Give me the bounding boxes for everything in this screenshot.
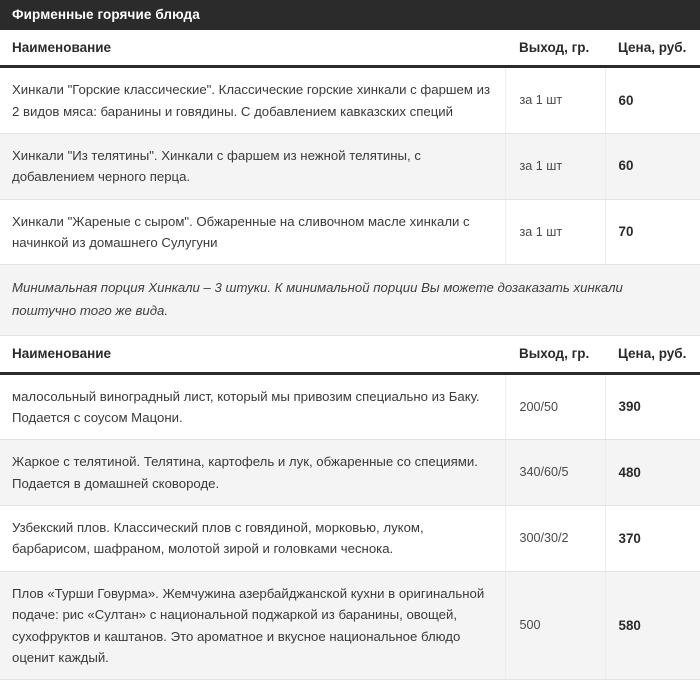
hinkali-table bbox=[0, 30, 700, 336]
hinkali-table-head bbox=[0, 30, 700, 67]
portion-note-row bbox=[0, 265, 700, 336]
column-header-name: Наименование bbox=[0, 30, 505, 67]
dish-weight: за 1 шт bbox=[505, 67, 605, 134]
column-header-price: Цена, руб. bbox=[605, 336, 700, 373]
dish-price: 70 bbox=[605, 199, 700, 265]
section-title: Фирменные горячие блюда bbox=[12, 7, 200, 23]
table-row[interactable] bbox=[0, 133, 700, 199]
dish-name: Хинкали "Жареные с сыром". Обжаренные на сливочном масле хинкали с начинкой из домашнего Сулугуни bbox=[0, 199, 505, 265]
table-row[interactable] bbox=[0, 571, 700, 680]
main-dishes-table-head bbox=[0, 336, 700, 373]
portion-note-text: Минимальная порция Хинкали – 3 штуки. К минимальной порции Вы можете дозаказать хинкали поштучно того же вида. bbox=[0, 265, 700, 336]
dish-weight: за 1 шт bbox=[505, 133, 605, 199]
column-header-weight: Выход, гр. bbox=[505, 30, 605, 67]
column-header-name: Наименование bbox=[0, 336, 505, 373]
table-header-row bbox=[0, 336, 700, 373]
dish-weight: 500 bbox=[505, 571, 605, 680]
dish-weight: 200/50 bbox=[505, 373, 605, 440]
dish-name: малосольный виноградный лист, который мы привозим специально из Баку. Подается с соусом Мацони. bbox=[0, 373, 505, 440]
dish-price: 370 bbox=[605, 506, 700, 572]
dish-name: Узбекский плов. Классический плов с говядиной, морковью, луком, барбарисом, шафраном, молотой зирой и головками чеснока. bbox=[0, 506, 505, 572]
dish-name: Жаркое с телятиной. Телятина, картофель и лук, обжаренные со специями. Подается в домашней сковороде. bbox=[0, 440, 505, 506]
table-row[interactable] bbox=[0, 199, 700, 265]
dish-weight: 300/30/2 bbox=[505, 506, 605, 572]
section-title-bar bbox=[0, 0, 700, 30]
dish-price: 390 bbox=[605, 373, 700, 440]
table-header-row bbox=[0, 30, 700, 67]
dish-name: Плов «Турши Говурма». Жемчужина азербайджанской кухни в оригинальной подаче: рис «Султан» с национальной поджаркой из баранины, овощей, сухофруктов и каштанов. Это ароматное и вкусное национальное блюдо оценит каждый. bbox=[0, 571, 505, 680]
dish-weight: за 1 шт bbox=[505, 199, 605, 265]
column-header-price: Цена, руб. bbox=[605, 30, 700, 67]
dish-price: 60 bbox=[605, 67, 700, 134]
hinkali-table-body bbox=[0, 67, 700, 336]
column-header-weight: Выход, гр. bbox=[505, 336, 605, 373]
dish-name: Хинкали "Из телятины". Хинкали с фаршем из нежной телятины, с добавлением черного перца. bbox=[0, 133, 505, 199]
table-row[interactable] bbox=[0, 440, 700, 506]
dish-price: 580 bbox=[605, 571, 700, 680]
dish-price: 60 bbox=[605, 133, 700, 199]
main-dishes-table bbox=[0, 336, 700, 680]
table-row[interactable] bbox=[0, 506, 700, 572]
table-row[interactable] bbox=[0, 373, 700, 440]
dish-price: 480 bbox=[605, 440, 700, 506]
dish-weight: 340/60/5 bbox=[505, 440, 605, 506]
table-row[interactable] bbox=[0, 67, 700, 134]
dish-name: Хинкали "Горские классические". Классические горские хинкали с фаршем из 2 видов мяса: баранины и говядины. С добавлением кавказских специй bbox=[0, 67, 505, 134]
main-dishes-table-body bbox=[0, 373, 700, 680]
